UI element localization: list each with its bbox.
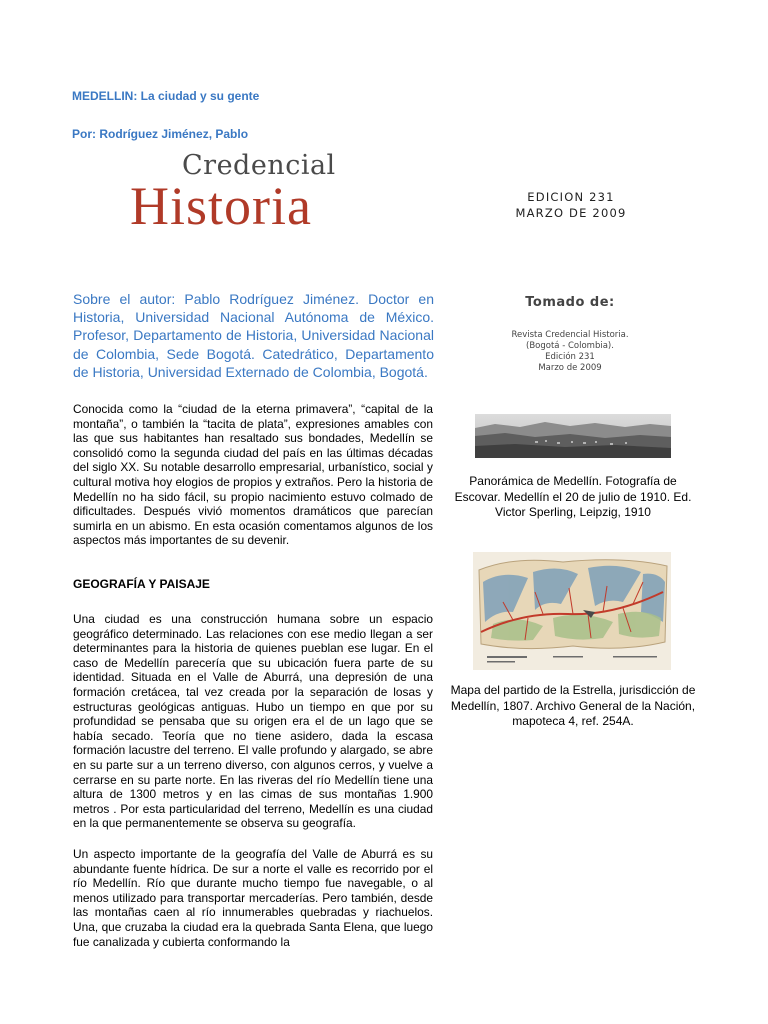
section-heading: GEOGRAFÍA Y PAISAJE — [73, 577, 210, 591]
body-paragraph-1: Una ciudad es una construcción humana sobre un espacio geográfico determinado. Las relaciones con ese medio llegan a ser determinantes para la historia de quienes pueblan ese lugar. En el caso de Medellín parecería que su ubicación fuera parte de su identidad. Situada en el Valle de Aburrá, una depresión de una formación cretácea, tal vez creada por la separación de losas y estructuras geológicas antiguas. Hubo un tiempo en que por su profundidad se pensaba que su origen era el de un lago que se había secado. Teoría que no tiene asidero, dada la escasa formación lacustre del terreno. El valle profundo y alargado, se abre en su parte sur a un terreno diverso, con algunos cerros, y vuelve a cerrarse en su parte norte. En las riveras del río Medellín tiene una altura de 1300 metros y en las cimas de sus montañas 1.900 metros . Por esta particularidad del terreno, Medellín es una ciudad en la que permanentemente se observa su geografía. — [73, 612, 433, 831]
byline: Por: Rodríguez Jiménez, Pablo — [72, 127, 249, 141]
source-line-2: (Bogotá - Colombia). — [526, 341, 614, 351]
body-paragraph-2: Un aspecto importante de la geografía del Valle de Aburrá es su abundante fuente hídrica. De sur a norte el valle es recorrido por el río Medellín. Río que durante mucho tiempo fue navegable, o al menos utilizado para transportar mercaderías. Pero también, desde las montañas caen al río innumerables quebradas y riachuelos. Una, que cruzaba la ciudad era la quebrada Santa Elena, que luego fue canalizada y cubierta conformando la — [73, 847, 433, 949]
article-title: MEDELLIN: La ciudad y su gente — [72, 89, 260, 103]
edition-number: EDICION 231 — [527, 190, 615, 204]
source-line-4: Marzo de 2009 — [538, 363, 602, 373]
about-author: Sobre el autor: Pablo Rodríguez Jiménez. Doctor en Historia, Universidad Nacional Autónoma de México. Profesor, Departamento de Historia, Universidad Nacional de Colombia, Sede Bogotá. Catedrático, Departamento de Historia, Universidad Externado de Colombia, Bogotá. — [73, 291, 434, 380]
edition-date: MARZO DE 2009 — [515, 206, 627, 220]
photo-caption: Panorámica de Medellín. Fotografía de Escovar. Medellín el 20 de julio de 1910. Ed. Victor Sperling, Leipzig, 1910 — [454, 474, 692, 519]
logo-line-1: Credencial — [182, 150, 336, 181]
source-line-1: Revista Credencial Historia. — [511, 330, 629, 340]
edition-block — [480, 189, 662, 221]
historic-map — [473, 552, 671, 670]
source-heading: Tomado de: — [525, 295, 615, 310]
intro-paragraph: Conocida como la “ciudad de la eterna primavera”, “capital de la montaña”, o también la “tacita de plata”, expresiones amables con las que sus habitantes han resaltado sus bondades, Medellín se consolidó como la segunda ciudad del país en las últimas décadas del siglo XX. Su notable desarrollo empresarial, urbanístico, social y cultural motiva hoy elogios de propios y extraños. Pero la historia de Medellín no ha sido fácil, su propio nacimiento estuvo colmado de dificultades. Después vivió momentos dramáticos que parecían sumirla en un abismo. En esta ocasión comentamos algunos de los aspectos más importantes de su devenir. — [73, 402, 433, 548]
panorama-photo-graphic — [475, 414, 671, 458]
logo-line-2: Historia — [130, 176, 312, 236]
credencial-historia-logo — [130, 150, 380, 240]
historic-map-graphic — [473, 552, 671, 670]
map-caption: Mapa del partido de la Estrella, jurisdicción de Medellín, 1807. Archivo General de la Nación, mapoteca 4, ref. 254A. — [450, 683, 696, 728]
source-details — [480, 330, 660, 374]
source-line-3: Edición 231 — [545, 352, 595, 362]
panorama-photo — [475, 414, 671, 458]
